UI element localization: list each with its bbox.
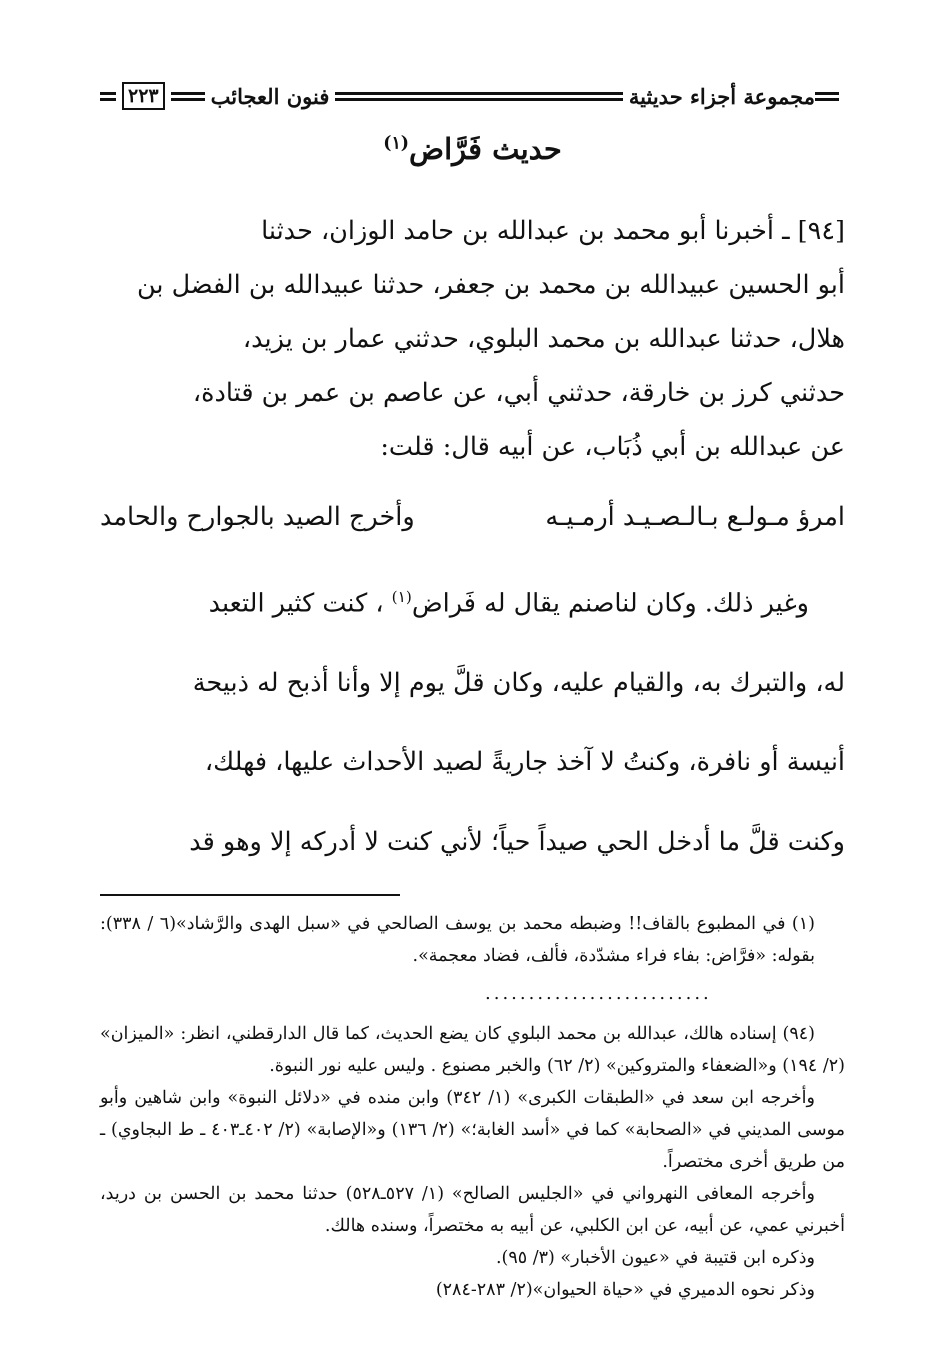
text-segment: ، كنت كثير التعبد [208,588,392,618]
poetry-verse [100,490,845,544]
text-line [100,570,845,631]
hadith-paragraph [100,204,845,474]
text-line: أبو الحسين عبيدالله بن محمد بن جعفر، حدثنا عبيدالله بن الفضل بن [136,270,845,300]
text-line: عن عبدالله بن أبي ذُبَاب، عن أبيه قال: قلت: [380,432,845,462]
part-title: فنون العجائب [210,83,330,109]
narrative-paragraph [100,570,845,869]
section-title-text: حديث فَرَّاض [409,132,562,166]
footnote-marker: (١) [383,133,410,154]
header-rule [171,92,205,101]
takhrij-paragraph: وأخرجه المعافى النهرواني في «الجليس الصالح» (١/ ٥٢٧ـ٥٢٨) حدثنا محمد بن الحسن بن دريد، أخبرني عمي، عن أبيه، عن ابن الكلبي، عن أبيه به مختصراً، وسنده هالك. [100,1184,845,1236]
text-segment: وغير ذلك. وكان لناصنم يقال له فَراض [411,588,809,618]
footnote-text: (١) في المطبوع بالقاف!! وضبطه محمد بن يوسف الصالحي في «سبل الهدى والرَّشاد»(٦ / ٣٣٨): بقوله: «فرَّاض: بفاء فراء مشدّدة، فألف، فضاد معجمة». [100,914,815,966]
running-header [100,78,845,114]
header-rule [335,92,623,101]
text-line: أنيسة أو نافرة، وكنتُ لا آخذ جاريةً لصيد الأحداث عليها، فهلك، [204,747,845,777]
text-line: حدثني كرز بن خارقة، حدثني أبي، عن عاصم بن عمر بن قتادة، [192,378,845,408]
page-number: ٢٢٣ [122,82,165,110]
takhrij-notes [100,1018,845,1306]
footnote-separator [100,894,400,896]
takhrij-paragraph: وذكر نحوه الدميري في «حياة الحيوان»(٢/ ٢٨٣-٢٨٤) [435,1280,815,1300]
book-title: مجموعة أجزاء حديثية [628,83,815,109]
takhrij-paragraph: وأخرجه ابن سعد في «الطبقات الكبرى» (١/ ٣٤٢) وابن منده في «دلائل النبوة» وابن شاهين وأبو موسى المديني في «الصحابة» كما في «أسد الغابة؛» (٢/ ١٣٦) و«الإصابة» (٢/ ٤٠٢ـ٤٠٣ ـ ط البجاوي) ـ من طريق أخرى مختصراً. [100,1088,845,1172]
document-page: مجموعة أجزاء حديثية فنون العجائب ٢٢٣ حديث فَرَّاض$^{(١)}$ [٩٤] ـ أخبرنا أبو محمد بن عبدالله بن حامد الوزان، حدثنا أبو الحسين عبيدالله بن محمد بن جعفر، حدثنا عبيدالله بن الفضل بن هلال، حدثنا عبدالله بن محمد البلوي، حدثني عمار بن يزيد، حدثني كرز بن خارقة، حدثني أبي، عن عاصم بن عمر بن قتادة، عن عبدالله بن أبي ذُبَاب، عن أبيه قال: قلت: امرؤ مـولـع بـالـصـيـد أرمـيـه وأخرج الصيد بالجوارح والحامد وغير ذلك. وكان لناصنم يقال له فَراض$^{(١)}$ ، كنت كثير التعبد له، والتبرك به، والقيام عليه، وكان قلَّ يوم إلا وأنا أذبح له ذبيحة أنيسة أو نافرة، وكنتُ لا آخذ جاريةً لصيد الأحداث عليها، فهلك، وكنت قلَّ ما أدخل الحي صيداً حياً؛ لأني كنت لا أدركه إلا وهو قد (١) في المطبوع بالقاف!! وضبطه محمد بن يوسف الصالحي في «سبل الهدى والرَّشاد»(٦ / ٣٣٨): بقوله: «فرَّاض: بفاء فراء مشدّدة، فألف، فضاد معجمة». .......................... (٩٤) إسناده هالك، عبدالله بن محمد البلوي كان يضع الحديث، كما قال الدارقطني، انظر: «الميزان» (٢/ ١٩٤) و«الضعفاء والمتروكين» (٢/ ٦٢) والخبر مصنوع . وليس عليه نور النبوة. وأخرجه ابن سعد في «الطبقات الكبرى» (١/ ٣٤٢) وابن منده في «دلائل النبوة» وابن شاهين وأبو موسى المديني في «الصحابة» كما في «أسد الغابة؛» (٢/ ١٣٦) و«الإصابة» (٢/ ٤٠٢ـ٤٠٣ ـ ط البجاوي) ـ من طريق أخرى مختصراً. وأخرجه المعافى النهرواني في «الجليس الصالح» (١/ ٥٢٧ـ٥٢٨) حدثنا محمد بن الحسن بن دريد، أخبرني عمي، عن أبيه، عن ابن الكلبي، عن أبيه به مختصراً، وسنده هالك. وذكره ابن قتيبة في «عيون الأخبار» (٣/ ٩٥). وذكر نحوه الدميري في «حياة الحيوان»(٢/ ٢٨٣-٢٨٤) [100,78,845,1306]
section-title [100,132,845,178]
takhrij-paragraph: وذكره ابن قتيبة في «عيون الأخبار» (٣/ ٩٥). [495,1248,815,1268]
text-line: وكنت قلَّ ما أدخل الحي صيداً حياً؛ لأني كنت لا أدركه إلا وهو قد [189,826,845,857]
footnote-1 [100,908,845,972]
header-rule [100,92,116,101]
verse-second-hemistich: وأخرج الصيد بالجوارح والحامد [100,502,415,532]
verse-first-hemistich: امرؤ مـولـع بـالـصـيـد أرمـيـه [545,502,845,532]
text-line: [٩٤] ـ أخبرنا أبو محمد بن عبدالله بن حامد الوزان، حدثنا [261,216,845,246]
footnote-marker: (١) [391,587,412,606]
header-rule [815,92,839,101]
text-line: هلال، حدثنا عبدالله بن محمد البلوي، حدثني عمار بن يزيد، [242,324,845,354]
takhrij-paragraph: (٩٤) إسناده هالك، عبدالله بن محمد البلوي كان يضع الحديث، كما قال الدارقطني، انظر: «الميزان» (٢/ ١٩٤) و«الضعفاء والمتروكين» (٢/ ٦٢) والخبر مصنوع . وليس عليه نور النبوة. [100,1024,845,1076]
text-line: له، والتبرك به، والقيام عليه، وكان قلَّ يوم إلا وأنا أذبح له ذبيحة [192,667,845,698]
